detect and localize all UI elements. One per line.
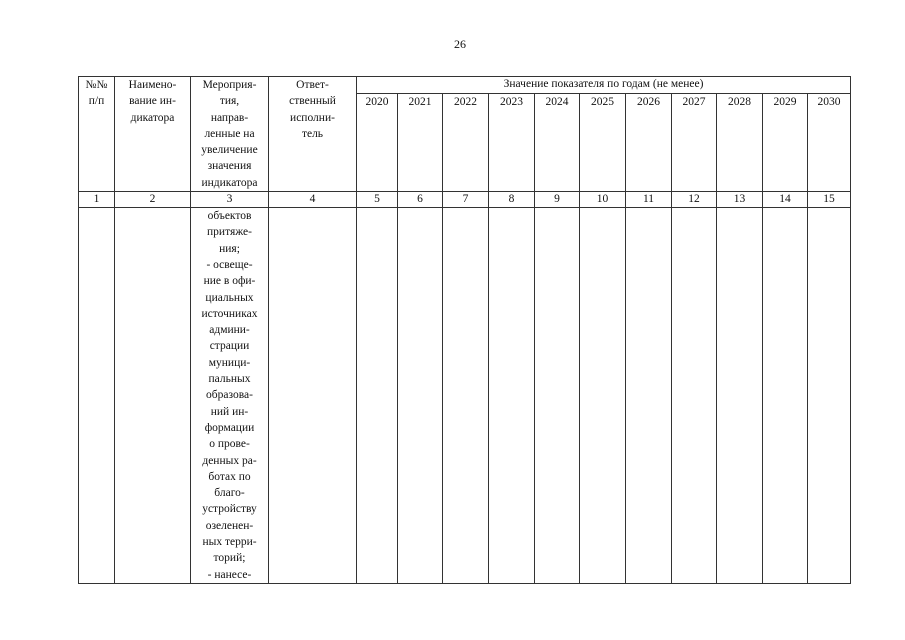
column-number-8: 8: [489, 192, 535, 208]
header-year-2030: 2030: [808, 93, 851, 192]
header-row-number: №№ п/п: [79, 77, 115, 192]
cell-year-2028: [717, 208, 763, 584]
cell-year-2024: [535, 208, 580, 584]
header-row-1: [79, 77, 851, 94]
column-number-14: 14: [763, 192, 808, 208]
header-year-2029: 2029: [763, 93, 808, 192]
cell-year-2030: [808, 208, 851, 584]
column-number-5: 5: [357, 192, 398, 208]
cell-year-2022: [443, 208, 489, 584]
header-year-2028: 2028: [717, 93, 763, 192]
column-number-7: 7: [443, 192, 489, 208]
table-row: [79, 208, 851, 584]
column-number-11: 11: [626, 192, 672, 208]
header-year-2025: 2025: [580, 93, 626, 192]
cell-indicator-name: [115, 208, 191, 584]
header-year-2026: 2026: [626, 93, 672, 192]
column-number-6: 6: [398, 192, 443, 208]
header-year-2027: 2027: [672, 93, 717, 192]
header-responsible: Ответ- ственный исполни- тель: [269, 77, 357, 192]
column-number-13: 13: [717, 192, 763, 208]
page-number: 26: [454, 37, 466, 51]
cell-year-2020: [357, 208, 398, 584]
cell-year-2021: [398, 208, 443, 584]
column-number-row: [79, 192, 851, 208]
column-number-9: 9: [535, 192, 580, 208]
cell-year-2029: [763, 208, 808, 584]
indicator-table: [78, 76, 851, 584]
header-year-2023: 2023: [489, 93, 535, 192]
column-number-4: 4: [269, 192, 357, 208]
column-number-12: 12: [672, 192, 717, 208]
column-number-2: 2: [115, 192, 191, 208]
cell-year-2026: [626, 208, 672, 584]
header-year-2024: 2024: [535, 93, 580, 192]
header-year-2020: 2020: [357, 93, 398, 192]
header-year-2022: 2022: [443, 93, 489, 192]
header-values-by-year: Значение показателя по годам (не менее): [357, 77, 851, 94]
column-number-3: 3: [191, 192, 269, 208]
header-indicator-name: Наимено- вание ин- дикатора: [115, 77, 191, 192]
column-number-15: 15: [808, 192, 851, 208]
column-number-10: 10: [580, 192, 626, 208]
cell-year-2023: [489, 208, 535, 584]
cell-year-2027: [672, 208, 717, 584]
cell-responsible: [269, 208, 357, 584]
cell-measures-text: объектов притяже- ния; - освеще- ние в офи- циальных источниках админи- страции муници- пальных образова- ний ин- формации о прове- денных ра- ботах по благо- устройству озеленен- ных терри- торий; - нанесе-: [191, 208, 269, 584]
header-measures: Мероприя- тия, направ- ленные на увеличение значения индикатора: [191, 77, 269, 192]
column-number-1: 1: [79, 192, 115, 208]
cell-year-2025: [580, 208, 626, 584]
cell-row-number: [79, 208, 115, 584]
header-year-2021: 2021: [398, 93, 443, 192]
